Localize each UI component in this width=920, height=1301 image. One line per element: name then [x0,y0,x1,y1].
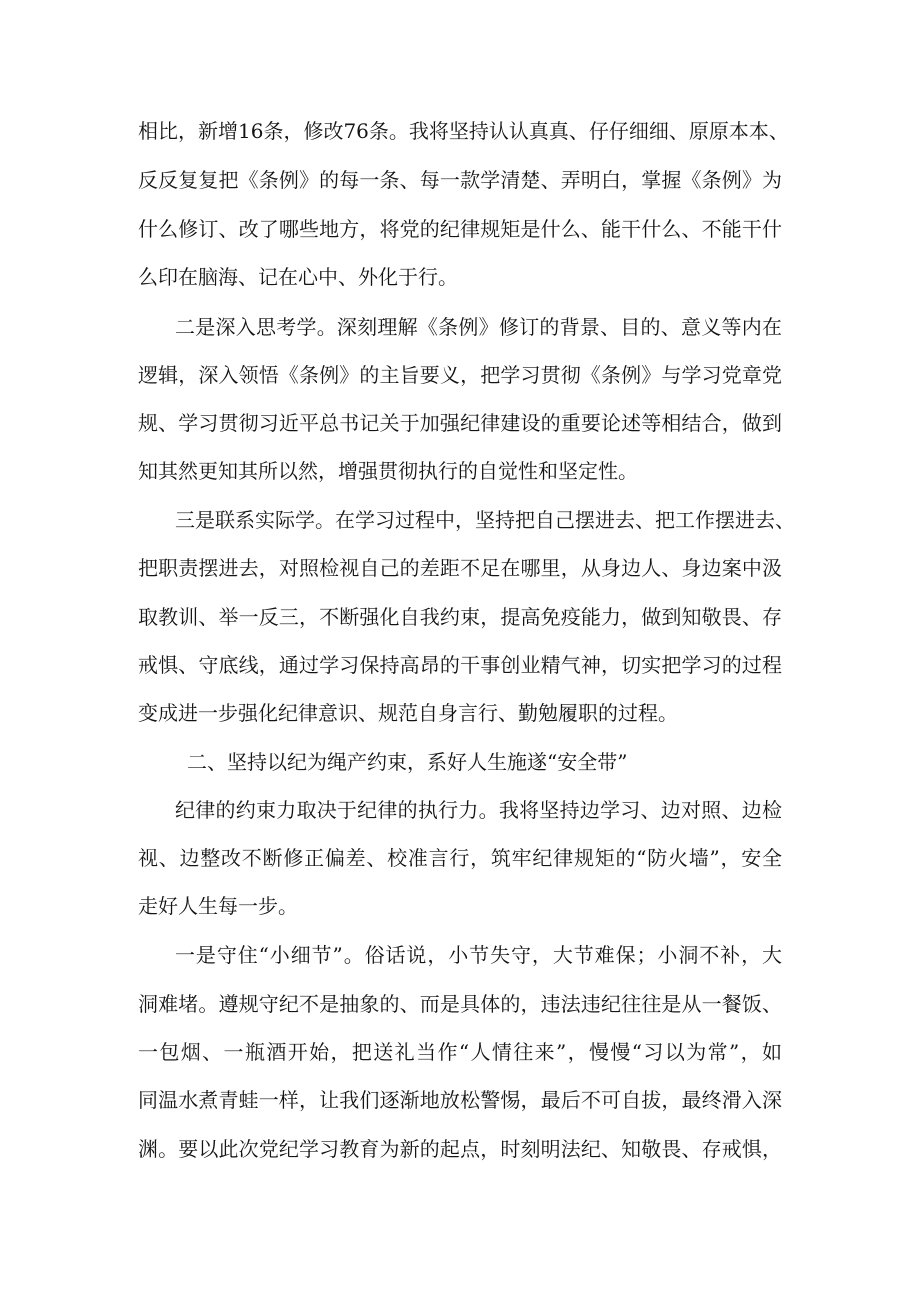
text-line: 把职责摆进去，对照检视自己的差距不足在哪里，从身边人、身边案中汲 [138,556,782,580]
text-line: 取教训、举一反三，不断强化自我约束，提高免疫能力，做到知敬畏、存 [138,605,782,629]
text-line: 走好人生每一步。 [138,894,298,918]
text-line: 纪律的约束力取决于纪律的执行力。我将坚持边学习、边对照、边检 [175,798,782,822]
text-line: 什么修订、改了哪些地方，将党的纪律规矩是什么、能干什么、不能干什 [138,217,782,241]
text-line: 变成进一步强化纪律意识、规范自身言行、勤勉履职的过程。 [138,701,678,725]
text-line: 视、边整改不断修正偏差、校准言行，筑牢纪律规矩的“防火墙”，安全 [138,846,782,870]
text-line: 么印在脑海、记在心中、外化于行。 [138,265,458,289]
text-line: 洞难堵。遵规守纪不是抽象的、而是具体的，违法违纪往往是从一餐饭、 [138,992,782,1016]
text-line: 一是守住“小细节”。俗话说，小节失守，大节难保；小洞不补，大 [175,943,782,967]
section-heading: 二、坚持以纪为绳产约束，系好人生施遂“安全带” [187,750,628,774]
text-line: 知其然更知其所以然，增强贯彻执行的自觉性和坚定性。 [138,459,638,483]
text-line: 二是深入思考学。深刻理解《条例》修订的背景、目的、意义等内在 [175,315,782,339]
text-line: 同温水煮青蛙一样，让我们逐渐地放松警惕，最后不可自拔，最终滑入深 [138,1088,782,1112]
text-line: 一包烟、一瓶酒开始，把送礼当作“人情往来”，慢慢“习以为常”，如 [138,1040,782,1064]
text-line: 渊。要以此次党纪学习教育为新的起点，时刻明法纪、知敬畏、存戒惧， [138,1137,782,1161]
text-line: 规、学习贯彻习近平总书记关于加强纪律建设的重要论述等相结合，做到 [138,411,782,435]
text-line: 相比，新增16条，修改76条。我将坚持认认真真、仔仔细细、原原本本、 [138,119,789,143]
text-line: 逻辑，深入领悟《条例》的主旨要义，把学习贯彻《条例》与学习党章党 [138,363,782,387]
text-line: 戒惧、守底线，通过学习保持高昂的干事创业精气神，切实把学习的过程 [138,653,782,677]
text-line: 反反复复把《条例》的每一条、每一款学清楚、弄明白，掌握《条例》为 [138,168,782,192]
text-line: 三是联系实际学。在学习过程中，坚持把自己摆进去、把工作摆进去、 [175,508,795,532]
